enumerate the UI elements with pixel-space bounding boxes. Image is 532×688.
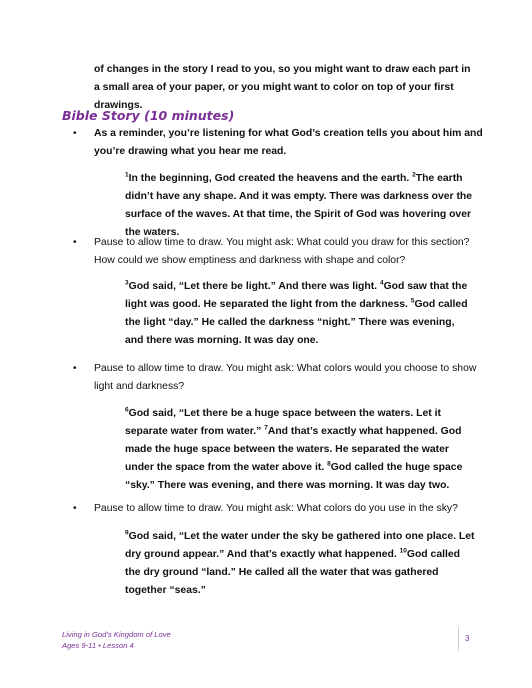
footer-title [62,629,171,651]
verse-text: The earth didn’t have any shape. And it was empty. There was darkness over the surface of the waves. At that time, the Spirit of God was hovering over the waters. [125,173,473,238]
page-number: 3 [465,634,470,643]
verse-text: God called the huge space “sky.” There was evening, and there was morning. It was day two. [125,462,463,491]
verse-text: And that’s exactly what happened. God made the huge space between the waters. He separated the water under the space from the water above it. [125,426,462,473]
verse-text: God called the light “day.” He called the darkness “night.” There was evening, and there was morning. It was day one. [125,299,468,346]
bullet-pause-1: Pause to allow time to draw. You might ask: What could you draw for this section? How could we show emptiness and darkness with shape and color? [94,237,470,266]
verse-number: 6 [125,406,129,414]
verse-number: 10 [399,547,407,555]
verse-text: In the beginning, God created the heavens and the earth. [128,173,410,184]
verse-number: 3 [125,279,129,287]
bullet-marker: • [73,237,77,248]
footer-lesson: Ages 9-11 • Lesson 4 [62,641,134,650]
verse-number: 4 [379,279,384,287]
bullet-marker: • [73,503,77,514]
verse-block-9-10 [125,528,475,600]
verse-number: 1 [125,171,129,179]
section-heading: Bible Story (10 minutes) [62,108,235,123]
bullet-reminder: As a reminder, you’re listening for what God’s creation tells you about him and you’re drawing what you hear me read. [94,128,483,157]
verse-text: God said, “Let the water under the sky be gathered into one place. Let dry ground appear.” And that’s exactly what happened. [125,531,475,560]
verse-text: God said, “Let there be a huge space between the waters. Let it separate water from water.” [125,408,441,437]
verse-number: 9 [125,529,129,537]
verse-text: God called the dry ground “land.” He called all the water that was gathered together “seas.” [125,549,460,596]
verse-number: 2 [412,171,416,179]
bullet-marker: • [73,363,77,374]
verse-text: God said, “Let there be light.” And there was light. [128,281,378,292]
footer-series: Living in God’s Kingdom of Love [62,630,171,639]
intro-paragraph: of changes in the story I read to you, so you might want to draw each part in a small area of your paper, or you might want to color on top of your first drawings. [94,64,471,111]
footer-divider [458,627,459,651]
verse-block-6-8 [125,405,475,495]
verse-block-1-2 [125,170,475,242]
verse-number: 8 [327,460,331,468]
verse-block-3-5 [125,278,475,350]
verse-number: 7 [264,424,268,432]
verse-number: 5 [410,297,415,305]
verse-text: God saw that the light was good. He separated the light from the darkness. [125,281,468,310]
bullet-pause-3: Pause to allow time to draw. You might ask: What colors do you use in the sky? [94,503,458,514]
bullet-pause-2: Pause to allow time to draw. You might ask: What colors would you choose to show light and darkness? [94,363,477,392]
bullet-marker: • [73,128,77,139]
